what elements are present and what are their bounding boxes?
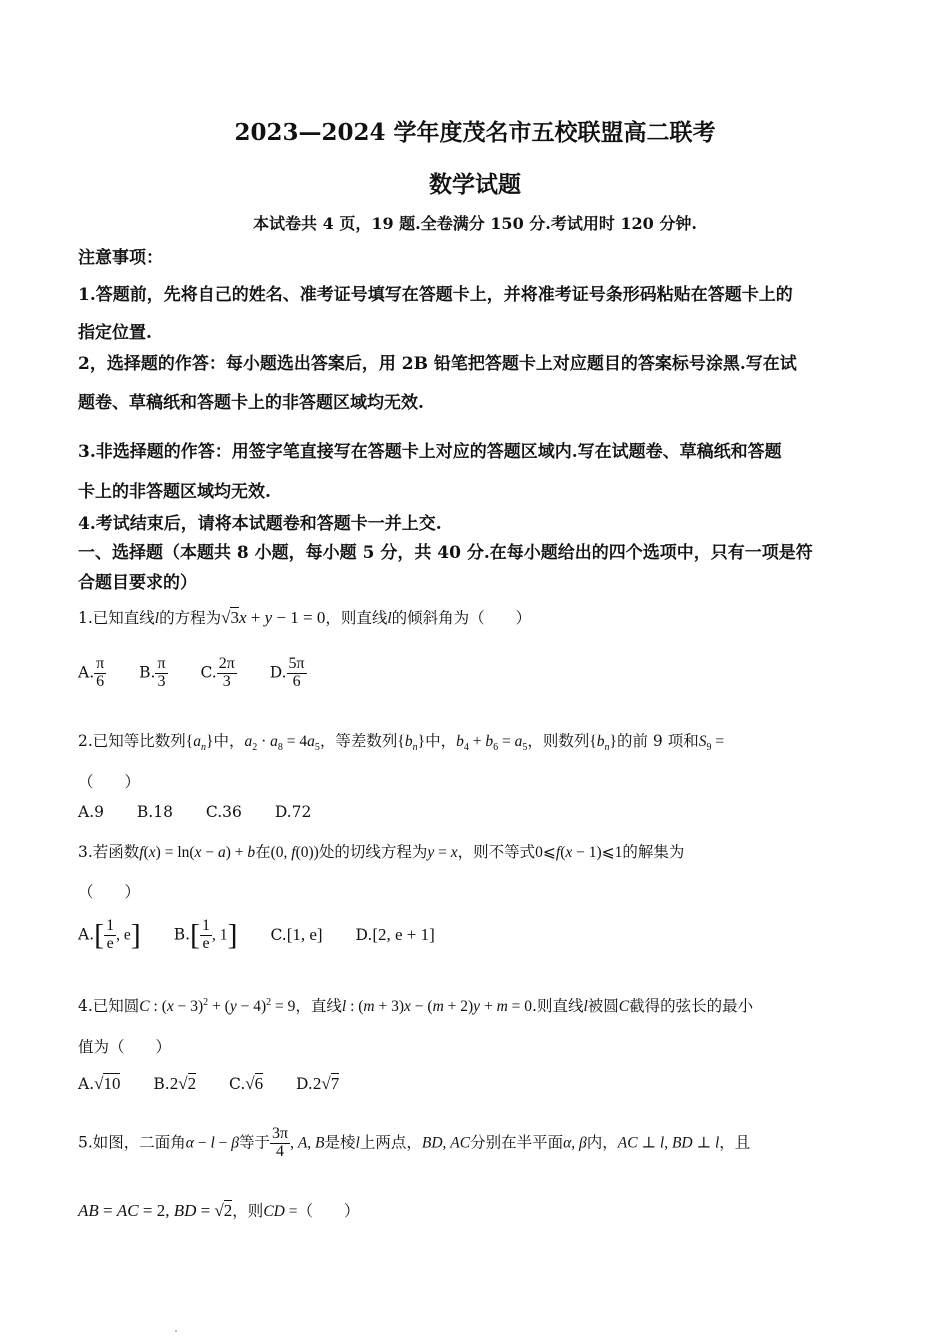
question-3-options — [78, 918, 463, 953]
question-2: 2.已知等比数列$\{a_n\}$中，$a_2 \cdot a_8 = 4a_5$，等差数列$\{b_n\}$中，$b_4 + b_6 = a_5$，则数列$\{b_n\}$的前 9 项和$S_9$ = — [78, 732, 725, 754]
question-4-cont: 值为（ ） — [78, 1038, 172, 1056]
option-d[interactable]: D.2√7 — [296, 1074, 340, 1093]
option-a[interactable]: A.9 — [78, 803, 104, 821]
notice-item-1-cont: 指定位置. — [78, 323, 152, 343]
option-a[interactable]: A.√10 — [78, 1074, 121, 1093]
question-5: 5.如图，二面角α − l − β等于 $\frac{3\pi}{4}$ , A, B是棱l上两点，BD, AC分别在半平面α, β内，AC ⊥ l, BD ⊥ l，且 — [78, 1125, 751, 1160]
option-c[interactable]: C. $\frac{2\pi}{3}$ — [200, 655, 235, 690]
notice-item-3: 3.非选择题的作答：用签字笔直接写在答题卡上对应的答题区域内.写在试题卷、草稿纸和答题 — [78, 442, 782, 462]
option-c[interactable]: C.36 — [205, 803, 242, 821]
option-d[interactable]: D.72 — [274, 803, 312, 821]
question-3: 3.若函数f(x) = ln(x − a) + b在(0, f(0))处的切线方程为y = x，则不等式0⩽f(x − 1)⩽1的解集为 — [78, 843, 685, 861]
option-c[interactable]: C.[1, e] — [270, 925, 323, 945]
question-2-options — [78, 802, 339, 821]
notice-item-1: 1.答题前，先将自己的姓名、准考证号填写在答题卡上，并将准考证号条形码粘贴在答题卡上的 — [78, 285, 793, 305]
section-heading: 一、选择题（本题共 8 小题，每小题 5 分，共 40 分.在每小题给出的四个选项中，只有一项是符 — [78, 543, 813, 563]
notice-item-2: 2，选择题的作答：每小题选出答案后，用 2B 铅笔把答题卡上对应题目的答案标号涂黑.写在试 — [78, 354, 797, 374]
exam-info: 本试卷共 4 页，19 题.全卷满分 150 分.考试用时 120 分钟. — [253, 214, 697, 233]
option-b[interactable]: B.2√2 — [153, 1074, 197, 1093]
option-c[interactable]: C.√6 — [229, 1074, 264, 1093]
exam-title: 2023—2024 学年度茂名市五校联盟高二联考 — [234, 119, 716, 146]
notice-item-2-cont: 题卷、草稿纸和答题卡上的非答题区域均无效. — [78, 393, 424, 413]
option-b[interactable]: B.[ $\frac{1}{e}$ , 1] — [173, 917, 238, 952]
option-a[interactable]: A. $\frac{\pi}{6}$ — [78, 655, 105, 690]
exam-subject: 数学试题 — [429, 171, 521, 198]
question-1-options — [78, 656, 335, 691]
question-3-paren: （ ） — [78, 883, 141, 901]
scan-speck — [175, 1330, 177, 1332]
option-d[interactable]: D. $\frac{5\pi}{6}$ — [269, 655, 305, 690]
option-d[interactable]: D.[2, e + 1] — [355, 925, 435, 945]
notice-item-3-cont: 卡上的非答题区域均无效. — [78, 482, 271, 502]
question-5-cont: AB = AC = 2, BD = √2，则CD =（ ） — [78, 1201, 360, 1220]
option-a[interactable]: A.[ $\frac{1}{e}$ , e] — [78, 917, 141, 952]
question-4: 4.已知圆C : $(x - 3)^2 + (y - 4)^2 = 9$，直线l : (m + 3)x − (m + 2)y + m = 0.则直线l被圆C截得的弦长的最小 — [78, 996, 754, 1015]
question-4-options — [78, 1074, 367, 1094]
section-heading-cont: 合题目要求的） — [78, 573, 197, 593]
question-2-paren: （ ） — [78, 773, 141, 791]
notice-heading: 注意事项： — [78, 248, 163, 268]
question-1: 1.已知直线l的方程为√3x + y − 1 = 0，则直线l的倾斜角为（ ） — [78, 608, 532, 627]
notice-item-4: 4.考试结束后，请将本试题卷和答题卡一并上交. — [78, 514, 442, 534]
option-b[interactable]: B. $\frac{\pi}{3}$ — [139, 655, 166, 690]
option-b[interactable]: B.18 — [136, 803, 173, 821]
